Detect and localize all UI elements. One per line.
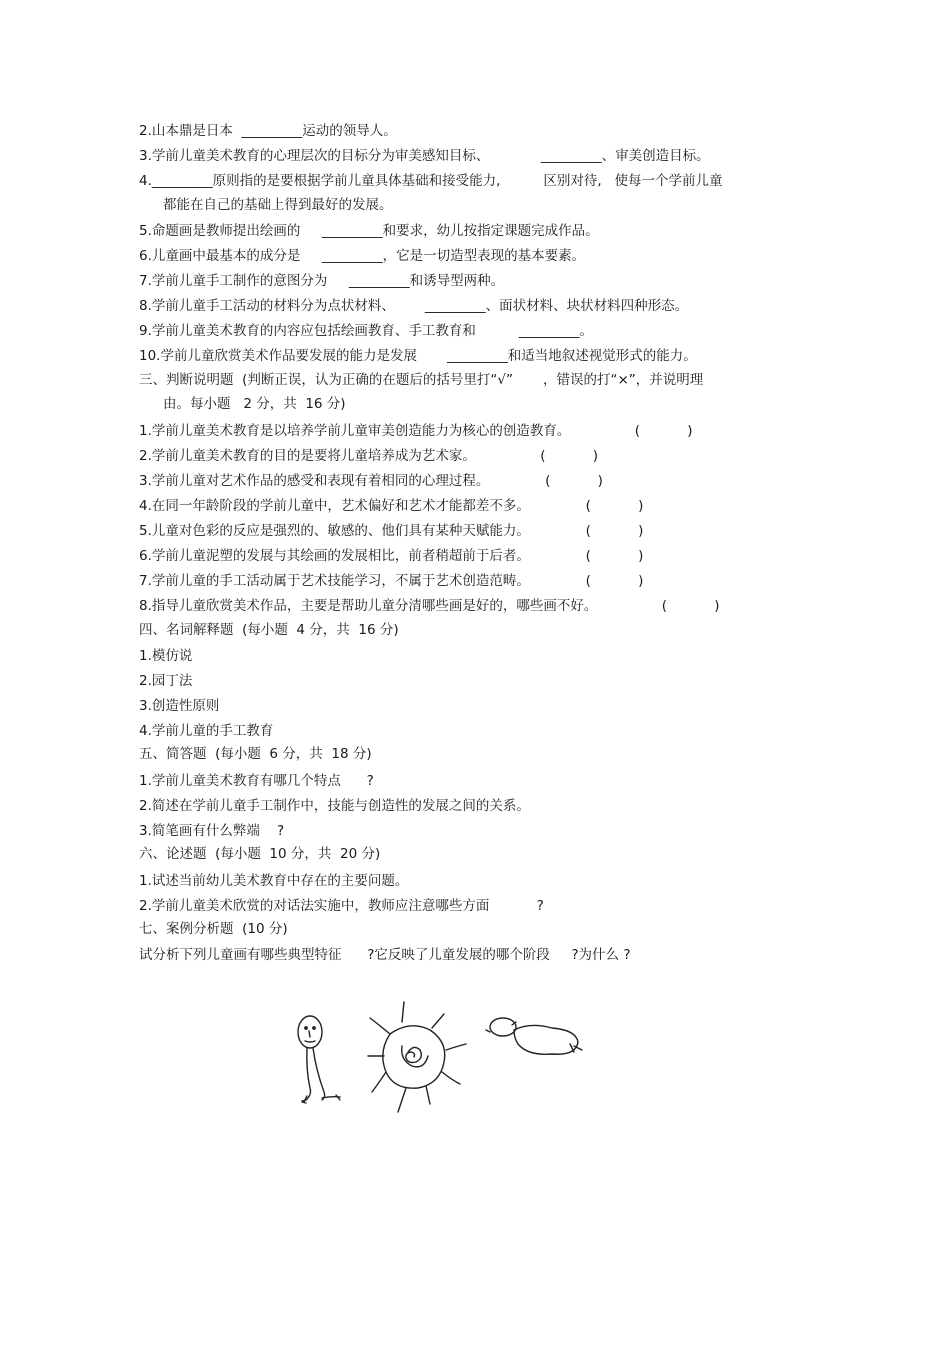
judge-question-7: 7.学前儿童的手工活动属于艺术技能学习，不属于艺术创造范畴。 ( ) xyxy=(139,573,644,589)
fill-in-question-6: 6.儿童画中最基本的成分是 _________，它是一切造型表现的基本要素。 xyxy=(139,248,586,264)
fill-in-question-10: 10.学前儿童欣赏美术作品要发展的能力是发展 _________和适当地叙述视觉形式的能力。 xyxy=(139,348,697,364)
section-3-title: 三、判断说明题 (判断正误，认为正确的在题后的括号里打“√” ，错误的打“×”，并说明理 xyxy=(139,372,704,388)
term-question-2: 2.园丁法 xyxy=(139,673,193,689)
fill-in-question-7: 7.学前儿童手工制作的意图分为 _________和诱导型两种。 xyxy=(139,273,505,289)
fill-in-question-9: 9.学前儿童美术教育的内容应包括绘画教育、手工教育和 _________。 xyxy=(139,323,594,339)
judge-question-8: 8.指导儿童欣赏美术作品，主要是帮助儿童分清哪些画是好的，哪些画不好。 ( ) xyxy=(139,598,720,614)
section-6-title: 六、论述题 (每小题 10 分，共 20 分) xyxy=(139,846,381,862)
term-question-3: 3.创造性原则 xyxy=(139,698,220,714)
judge-question-4: 4.在同一年龄阶段的学前儿童中，艺术偏好和艺术才能都差不多。 ( ) xyxy=(139,498,644,514)
section-4-title: 四、名词解释题 (每小题 4 分，共 16 分) xyxy=(139,622,399,638)
short-question-1: 1.学前儿童美术教育有哪几个特点 ? xyxy=(139,773,374,789)
term-question-4: 4.学前儿童的手工教育 xyxy=(139,723,274,739)
child-drawing-image xyxy=(290,1000,590,1115)
short-question-2: 2.简述在学前儿童手工制作中，技能与创造性的发展之间的关系。 xyxy=(139,798,530,814)
fill-in-question-3: 3.学前儿童美术教育的心理层次的目标分为审美感知目标、 _________、审美创造目标。 xyxy=(139,148,710,164)
section-7-title: 七、案例分析题 (10 分) xyxy=(139,921,288,937)
judge-question-2: 2.学前儿童美术教育的目的是要将儿童培养成为艺术家。 ( ) xyxy=(139,448,598,464)
stick-figure-drawing xyxy=(298,1016,340,1103)
judge-question-5: 5.儿童对色彩的反应是强烈的、敏感的、他们具有某种天赋能力。 ( ) xyxy=(139,523,644,539)
judge-question-3: 3.学前儿童对艺术作品的感受和表现有着相同的心理过程。 ( ) xyxy=(139,473,603,489)
term-question-1: 1.模仿说 xyxy=(139,648,193,664)
fill-in-question-4-cont: 都能在自己的基础上得到最好的发展。 xyxy=(163,197,393,213)
sun-drawing xyxy=(368,1002,466,1112)
short-question-3: 3.简笔画有什么弊端 ? xyxy=(139,823,285,839)
judge-question-1: 1.学前儿童美术教育是以培养学前儿童审美创造能力为核心的创造教育。 ( ) xyxy=(139,423,693,439)
fill-in-question-8: 8.学前儿童手工活动的材料分为点状材料、 _________、面状材料、块状材料四种形态。 xyxy=(139,298,689,314)
fill-in-question-5: 5.命题画是教师提出绘画的 _________和要求，幼儿按指定课题完成作品。 xyxy=(139,223,599,239)
judge-question-6: 6.学前儿童泥塑的发展与其绘画的发展相比，前者稍超前于后者。 ( ) xyxy=(139,548,644,564)
fill-in-question-4: 4._________原则指的是要根据学前儿童具体基础和接受能力, 区别对待, 使每一个学前儿童 xyxy=(139,173,723,189)
essay-question-1: 1.试述当前幼儿美术教育中存在的主要问题。 xyxy=(139,873,409,889)
animal-drawing xyxy=(486,1018,582,1054)
section-5-title: 五、简答题 (每小题 6 分，共 18 分) xyxy=(139,746,372,762)
essay-question-2: 2.学前儿童美术欣赏的对话法实施中，教师应注意哪些方面 ? xyxy=(139,898,544,914)
case-question: 试分析下列儿童画有哪些典型特征 ?它反映了儿童发展的哪个阶段 ?为什么 ? xyxy=(139,947,631,963)
section-3-title-cont: 由。每小题 2 分，共 16 分) xyxy=(163,396,346,412)
fill-in-question-2: 2.山本鼎是日本 _________运动的领导人。 xyxy=(139,123,397,139)
